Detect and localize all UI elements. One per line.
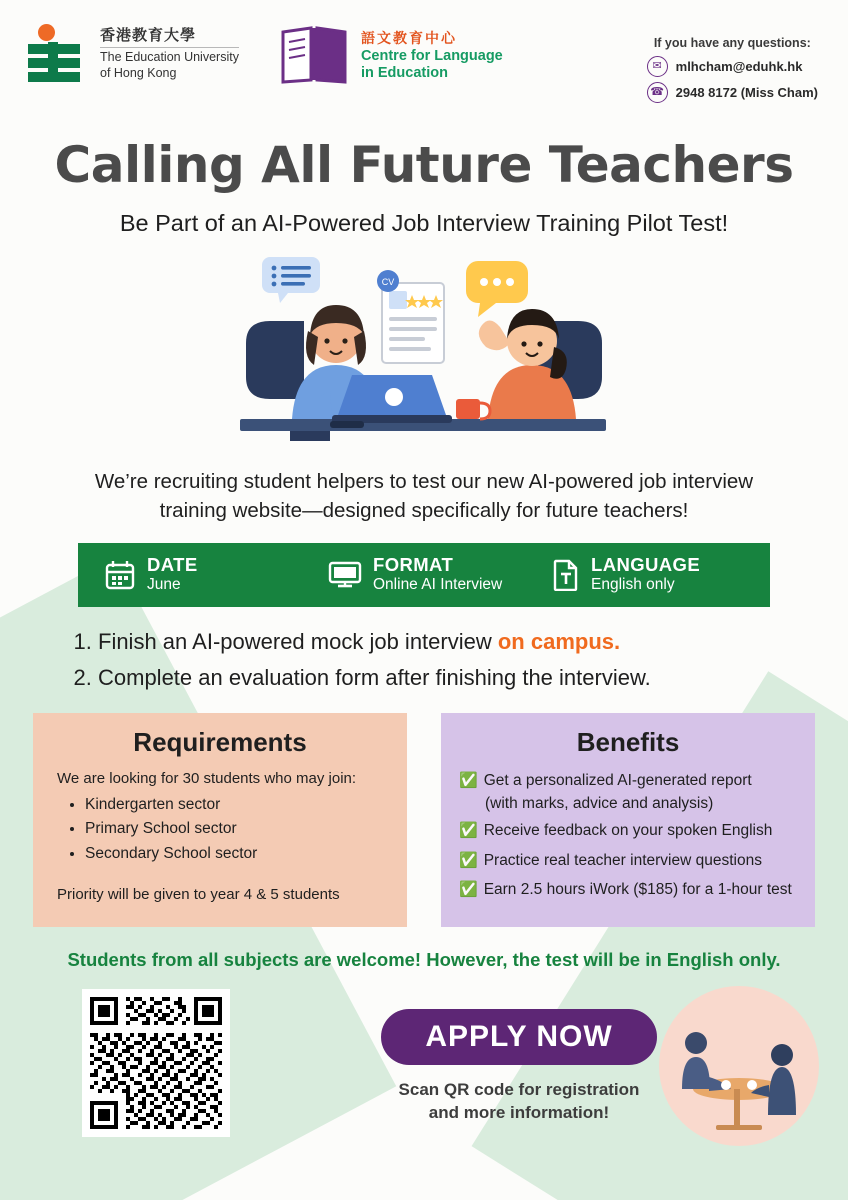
scan-instruction — [399, 1079, 640, 1125]
benefit-text: Get a personalized AI-generated report — [483, 771, 752, 789]
contact-email[interactable]: mlhcham@eduhk.hk — [675, 59, 803, 74]
intro-line-1: We’re recruiting student helpers to test our new AI-powered job interview — [94, 470, 754, 493]
step-1-highlight: on campus. — [497, 628, 621, 654]
open-book-icon — [277, 24, 351, 86]
interview-illustration — [0, 251, 848, 451]
info-value-date: June — [147, 575, 181, 593]
intro-line-2: training website—designed specifically for future teachers! — [159, 499, 689, 523]
benefits-heading: Benefits — [576, 726, 680, 757]
steps-list — [64, 625, 784, 695]
step-1-text: Finish an AI-powered mock job interview — [98, 628, 498, 654]
info-value-format: Online AI Interview — [373, 575, 503, 593]
requirements-heading: Requirements — [133, 726, 307, 757]
eduhk-chinese-name: 香港教育大學 — [100, 24, 239, 48]
info-label-language: LANGUAGE — [591, 554, 701, 576]
eduhk-logo — [28, 24, 239, 82]
info-label-date: DATE — [147, 554, 198, 576]
cle-english-line-2: in Education — [360, 65, 448, 81]
page-title: Calling All Future Teachers — [54, 136, 794, 194]
benefit-item — [459, 770, 797, 792]
step-2-text: Complete an evaluation form after finishing the interview. — [98, 664, 651, 690]
calendar-icon — [104, 559, 136, 591]
info-label-format: FORMAT — [373, 554, 454, 576]
benefit-item — [459, 820, 797, 842]
scan-line-1: Scan QR code for registration — [398, 1079, 640, 1099]
benefit-text: Receive feedback on your spoken English — [483, 822, 773, 840]
check-icon: ✅ — [459, 771, 478, 789]
requirements-list — [85, 793, 389, 866]
info-cell-format — [312, 555, 536, 595]
telephone-icon: ☎ — [647, 82, 668, 103]
check-icon: ✅ — [459, 851, 478, 869]
page-subtitle: Be Part of an AI-Powered Job Interview Training Pilot Test! — [119, 210, 729, 236]
requirements-lead: We are looking for 30 students who may join: — [57, 769, 357, 787]
cle-chinese-name: 語文教育中心 — [360, 29, 457, 46]
benefit-text: Practice real teacher interview questions — [483, 851, 762, 869]
contact-phone-row — [647, 82, 818, 103]
monitor-icon — [328, 560, 362, 590]
cle-english-line-1: Centre for Language — [360, 47, 503, 64]
requirements-note: Priority will be given to year 4 & 5 students — [57, 886, 340, 904]
contact-title: If you have any questions: — [653, 36, 811, 50]
panels — [0, 713, 848, 927]
benefit-text: Earn 2.5 hours iWork ($185) for a 1-hour test — [483, 881, 792, 899]
header — [0, 0, 848, 108]
qr-code-image — [90, 997, 222, 1129]
contact-block — [647, 24, 818, 108]
check-icon: ✅ — [459, 881, 478, 899]
footer — [0, 989, 848, 1137]
benefit-item — [459, 850, 797, 872]
interview-illustration-svg — [234, 251, 614, 451]
all-subjects-note: Students from all subjects are welcome! However, the test will be in English only. — [67, 948, 781, 970]
step-item-1 — [98, 625, 784, 659]
requirement-item: • Primary School sector — [85, 817, 389, 841]
info-value-language: English only — [591, 575, 675, 593]
check-icon: ✅ — [459, 822, 478, 840]
info-bar — [78, 543, 770, 607]
step-item-2 — [98, 661, 784, 695]
envelope-icon: ✉ — [647, 56, 668, 77]
contact-phone: 2948 8172 (Miss Cham) — [675, 85, 818, 100]
svg-text:CV: CV — [381, 277, 395, 287]
requirement-item: • Kindergarten sector — [85, 793, 389, 817]
eduhk-english-name-2: of Hong Kong — [100, 66, 177, 80]
benefit-subtext: (with marks, advice and analysis) — [485, 795, 714, 813]
contact-email-row — [647, 56, 818, 77]
benefits-panel — [441, 713, 815, 927]
scan-line-2: and more information! — [428, 1102, 610, 1122]
document-text-icon — [552, 559, 580, 591]
intro-text — [52, 467, 797, 525]
info-cell-language — [536, 555, 760, 595]
requirement-item: • Secondary School sector — [85, 842, 389, 866]
benefit-item — [459, 879, 797, 901]
qr-code[interactable] — [82, 989, 230, 1137]
cle-logo — [277, 24, 503, 86]
apply-now-button[interactable]: APPLY NOW — [381, 1009, 656, 1065]
info-cell-date — [88, 555, 312, 595]
meeting-illustration — [654, 981, 824, 1151]
eduhk-english-name-1: The Education University — [100, 50, 239, 65]
eduhk-logo-mark — [28, 24, 90, 82]
requirements-panel — [33, 713, 407, 927]
